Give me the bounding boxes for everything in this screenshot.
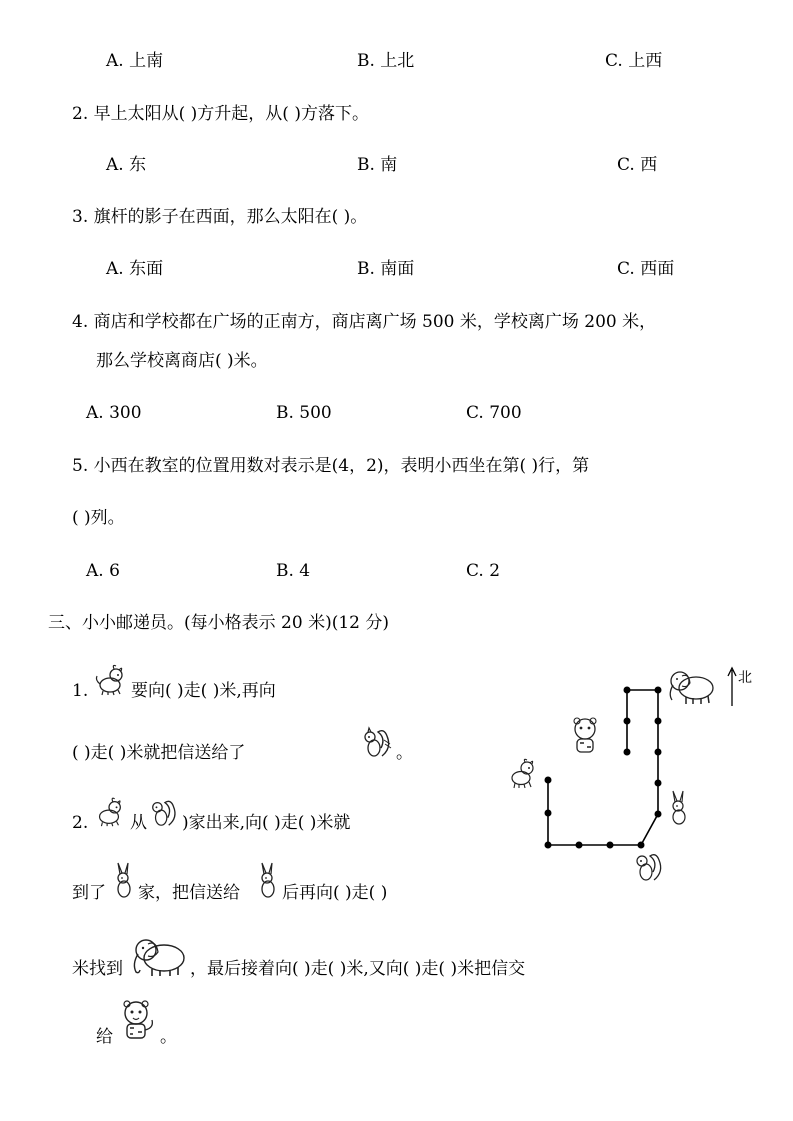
section3-title: 三、小小邮递员。(每小格表示 20 米)(12 分) [48,613,390,633]
q5-option-c[interactable]: C. 2 [466,561,501,581]
q3-option-c[interactable]: C. 西面 [617,259,675,279]
q4-stem-line2: 那么学校离商店( )米。 [96,351,268,371]
tiger-icon [116,998,158,1042]
q1-option-c[interactable]: C. 上西 [605,51,663,71]
p2-from: 从 [130,813,147,833]
q5-stem-line2: ( )列。 [72,508,125,528]
p2-line-b1: 到了 [72,883,106,903]
q2-option-b[interactable]: B. 南 [357,155,398,175]
route-map [480,660,780,890]
p2-number: 2. [72,813,89,833]
q5-option-a[interactable]: A. 6 [86,561,120,581]
rabbit-icon [256,862,280,898]
squirrel-icon [637,855,661,880]
p2-line-a: )家出来,向( )走( )米就 [182,813,351,833]
p2-line-c1: 米找到 [72,959,123,979]
route-path [548,690,658,845]
elephant-icon [670,672,713,704]
q3-option-b[interactable]: B. 南面 [357,259,415,279]
q1-option-a[interactable]: A. 上南 [106,51,164,71]
elephant-icon [130,934,188,978]
squirrel-icon [360,726,394,758]
route-dots [545,687,662,849]
p1-line-b: ( )走( )米就把信送给了 [72,743,246,763]
q4-option-c[interactable]: C. 700 [466,403,522,423]
q5-option-b[interactable]: B. 4 [276,561,311,581]
q4-option-b[interactable]: B. 500 [276,403,332,423]
dog-icon [92,664,128,696]
p2-line-d2: 。 [160,1027,177,1047]
p1-line-a: 要向( )走( )米,再向 [131,681,276,701]
squirrel-icon [148,796,180,828]
q3-option-a[interactable]: A. 东面 [106,259,164,279]
p2-line-c2: ，最后接着向( )走( )米,又向( )走( )米把信交 [190,959,526,979]
north-label: 北 [738,670,752,686]
p1-number: 1. [72,681,89,701]
p2-line-d1: 给 [96,1027,113,1047]
q2-stem: 2. 早上太阳从( )方升起，从( )方落下。 [72,104,369,124]
dog-icon [92,796,126,828]
q4-option-a[interactable]: A. 300 [86,403,142,423]
q3-stem: 3. 旗杆的影子在西面，那么太阳在( )。 [72,207,368,227]
p1-end: 。 [396,743,413,763]
q2-option-c[interactable]: C. 西 [617,155,658,175]
q4-stem-line1: 4. 商店和学校都在广场的正南方，商店离广场 500 米，学校离广场 200 米， [72,312,657,332]
p2-line-b2: 家，把信送给 [138,883,240,903]
rabbit-icon [673,791,685,824]
rabbit-icon [112,862,136,898]
q2-option-a[interactable]: A. 东 [106,155,147,175]
p2-line-b3: 后再向( )走( ) [282,883,388,903]
q5-stem-line1: 5. 小西在教室的位置用数对表示是(4，2)，表明小西坐在第( )行，第 [72,456,590,476]
q1-option-b[interactable]: B. 上北 [357,51,415,71]
tiger-icon [574,718,596,752]
north-arrow-icon [728,668,736,706]
dog-icon [512,759,533,788]
